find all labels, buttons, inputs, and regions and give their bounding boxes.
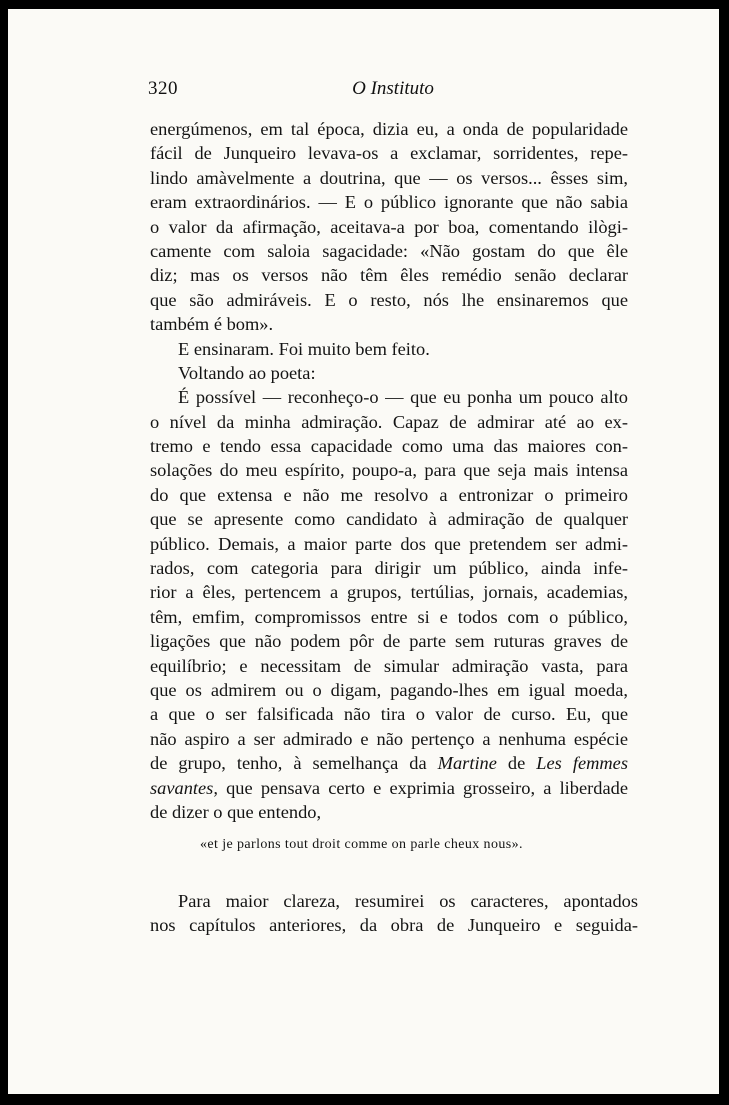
- text-line: equilíbrio; e necessitam de simular admiração vasta, para: [150, 655, 628, 676]
- page-header: [148, 74, 638, 104]
- text-line: solações do meu espírito, poupo-a, para que seja mais intensa: [150, 460, 628, 481]
- text-line: fácil de Junqueiro levava-os a exclamar, sorridentes, repe-: [150, 143, 628, 164]
- text-line: diz; mas os versos não têm êles remédio senão declarar: [150, 265, 628, 286]
- text-line: que são admiráveis. E o resto, nós lhe ensinaremos que: [150, 289, 628, 310]
- text-line: de dizer o que entendo,: [150, 801, 322, 822]
- text-line: público. Demais, a maior parte dos que pretendem ser admi-: [150, 533, 628, 554]
- text-line: Para maior clareza, resumirei os caracteres, apontados: [178, 891, 638, 911]
- text-line: não aspiro a ser admirado e não pertenço a nenhuma espécie: [150, 728, 628, 749]
- text-line: que os admirem ou o digam, pagando-lhes em igual moeda,: [150, 679, 628, 700]
- text-line: rior a êles, pertencem a grupos, tertúlias, jornais, academias,: [150, 582, 628, 603]
- french-quotation: «et je parlons tout droit comme on parle cheux nous».: [200, 837, 523, 852]
- text-line: E ensinaram. Foi muito bem feito.: [178, 338, 430, 359]
- text-line: lindo amàvelmente a doutrina, que — os versos... êsses sim,: [150, 167, 628, 188]
- text-line: ligações que não podem pôr de parte sem ruturas graves de: [150, 631, 628, 652]
- page-number: 320: [148, 78, 178, 99]
- text-line: o valor da afirmação, aceitava-a por boa, comentando ilògi-: [150, 216, 628, 237]
- body-text: [150, 117, 628, 824]
- text-line-with-italics: savantes, que pensava certo e exprimia grosseiro, a liberdade: [150, 777, 628, 798]
- text-line: eram extraordinários. — E o público ignorante que não sabia: [150, 192, 628, 213]
- text-line: nos capítulos anteriores, da obra de Junqueiro e seguida-: [150, 915, 638, 936]
- following-paragraph: [150, 889, 638, 938]
- text-line: tremo e tendo essa capacidade como uma das maiores con-: [150, 436, 628, 457]
- text-line-with-italics: de grupo, tenho, à semelhança da Martine de Les femmes: [150, 753, 628, 774]
- text-line: também é bom».: [150, 314, 274, 335]
- running-title: O Instituto: [352, 78, 434, 99]
- text-line: o nível da minha admiração. Capaz de admirar até ao ex-: [150, 411, 628, 432]
- text-line: energúmenos, em tal época, dizia eu, a onda de popularidade: [150, 119, 628, 139]
- text-line: É possível — reconheço-o — que eu ponha um pouco alto: [178, 387, 628, 408]
- text-line: do que extensa e não me resolvo a entronizar o primeiro: [150, 484, 628, 505]
- book-page: [8, 9, 719, 1094]
- text-line: têm, emfim, compromissos entre si e todos com o público,: [150, 606, 628, 627]
- text-line: a que o ser falsificada não tira o valor de curso. Eu, que: [150, 704, 628, 725]
- text-line: camente com saloia sagacidade: «Não gostam do que êle: [150, 240, 628, 261]
- text-line: rados, com categoria para dirigir um público, ainda infe-: [150, 558, 628, 579]
- text-line: que se apresente como candidato à admiração de qualquer: [150, 509, 628, 530]
- text-line: Voltando ao poeta:: [178, 362, 316, 383]
